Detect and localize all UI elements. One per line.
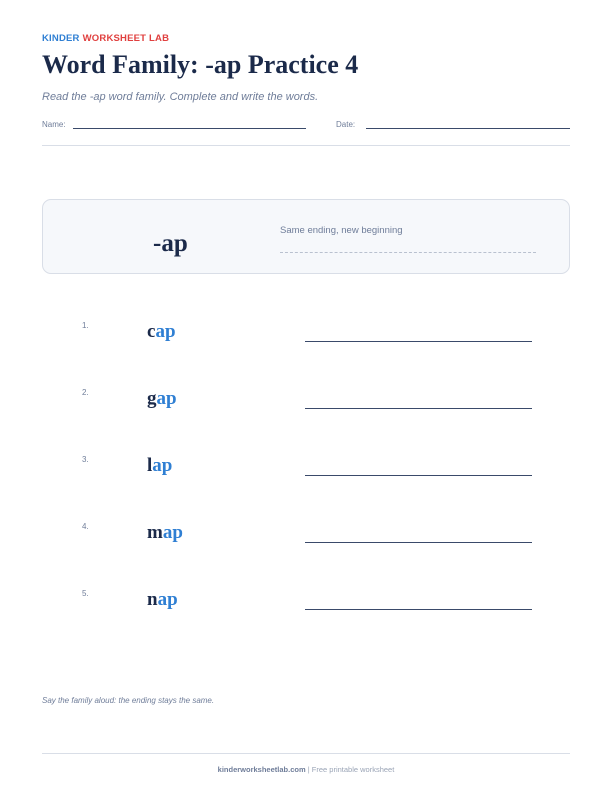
practice-item	[0, 321, 612, 351]
item-number: 5.	[82, 589, 89, 598]
word-rime: ap	[162, 522, 183, 543]
writing-line[interactable]	[305, 341, 532, 342]
practice-word	[147, 455, 172, 477]
footer-divider	[42, 753, 570, 754]
practice-word	[147, 522, 183, 544]
writing-line[interactable]	[305, 542, 532, 543]
word-rime: ap	[157, 589, 178, 610]
dashed-divider	[280, 252, 536, 253]
instructions: Read the -ap word family. Complete and write the words.	[42, 91, 319, 103]
practice-word	[147, 589, 178, 611]
name-label: Name:	[42, 120, 66, 129]
writing-line[interactable]	[305, 475, 532, 476]
word-rime: ap	[156, 388, 177, 409]
item-number: 4.	[82, 522, 89, 531]
footer-note: Free printable worksheet	[311, 765, 395, 774]
word-onset: n	[147, 589, 158, 610]
name-field[interactable]	[73, 128, 306, 129]
word-onset: l	[147, 455, 153, 476]
header-divider	[42, 145, 570, 146]
page-title: Word Family: -ap Practice 4	[42, 50, 359, 79]
word-onset: m	[147, 522, 163, 543]
footer	[0, 765, 612, 774]
practice-word	[147, 321, 176, 343]
word-onset: c	[147, 321, 156, 342]
footer-separator: |	[307, 765, 310, 774]
practice-item	[0, 455, 612, 485]
date-label: Date:	[336, 120, 356, 129]
practice-word	[147, 388, 177, 410]
item-number: 2.	[82, 388, 89, 397]
writing-line[interactable]	[305, 609, 532, 610]
date-field[interactable]	[366, 128, 570, 129]
word-rime: ap	[155, 321, 176, 342]
item-number: 3.	[82, 455, 89, 464]
family-ending: -ap	[153, 230, 188, 257]
family-tagline: Same ending, new beginning	[280, 225, 403, 236]
tip-text: Say the family aloud: the ending stays the same.	[42, 696, 215, 705]
word-onset: g	[147, 388, 157, 409]
footer-site: kinderworksheetlab.com	[217, 765, 306, 774]
practice-item	[0, 388, 612, 418]
brand-name-kinder: KINDER	[42, 33, 80, 44]
writing-line[interactable]	[305, 408, 532, 409]
practice-item	[0, 589, 612, 619]
practice-item	[0, 522, 612, 552]
word-rime: ap	[152, 455, 173, 476]
brand-name-worksheet-lab: WORKSHEET LAB	[82, 33, 170, 44]
item-number: 1.	[82, 321, 89, 330]
brand-logo	[42, 33, 169, 44]
word-family-card	[42, 199, 570, 274]
